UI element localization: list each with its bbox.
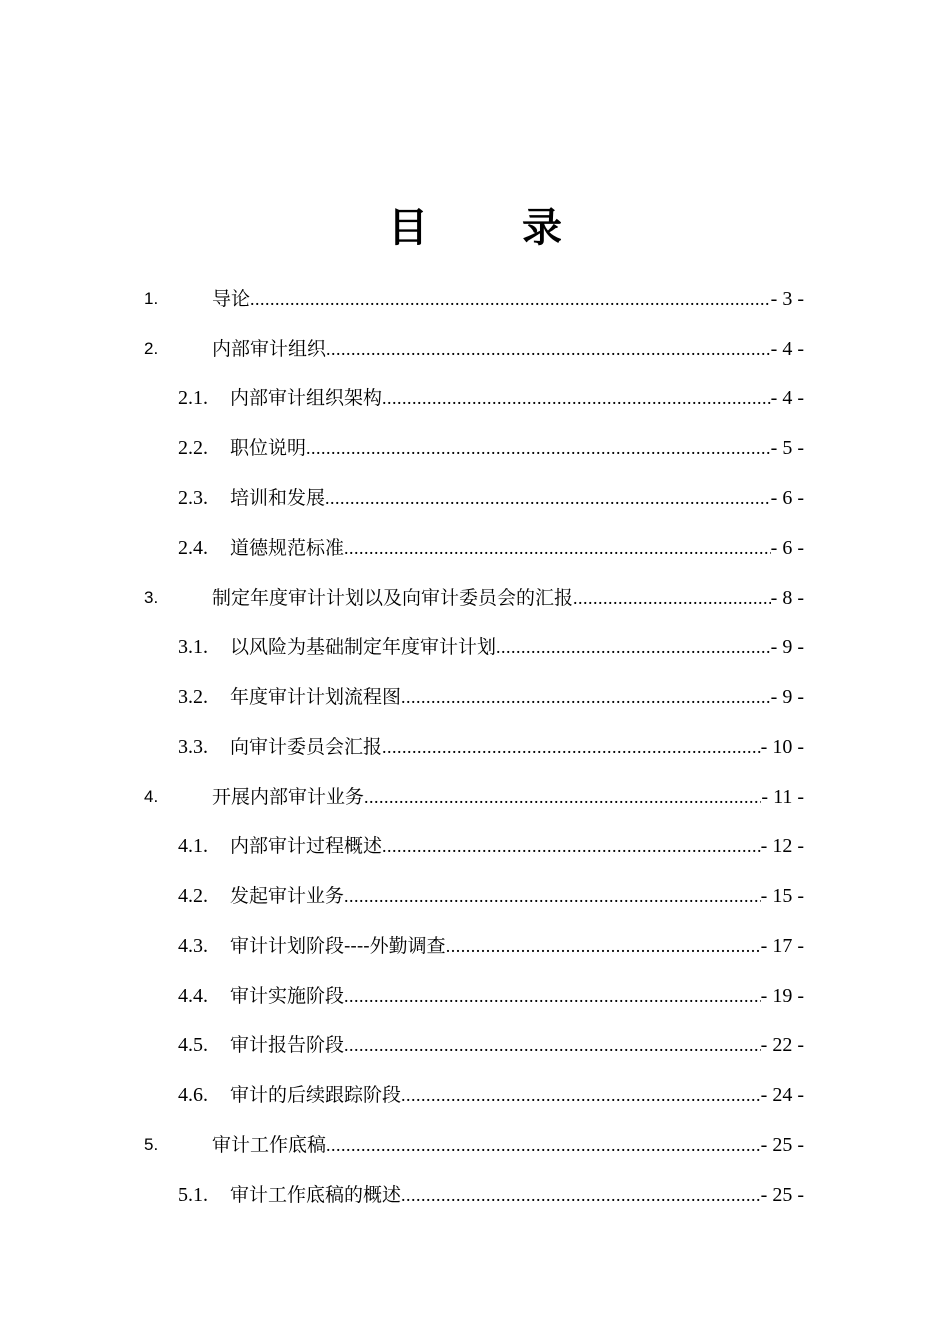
toc-entry[interactable] [0,334,950,364]
toc-entry-page: - 5 - [770,437,804,459]
toc-dot-leader [573,583,771,613]
toc-dot-leader [306,433,771,463]
toc-entry-number: 2.2. [178,437,208,459]
toc-entry[interactable] [0,433,950,463]
toc-entry-number: 4.5. [178,1034,208,1056]
toc-entry-number: 4.6. [178,1084,208,1106]
toc-entry[interactable] [0,931,950,961]
toc-entry-page: - 15 - [760,885,804,907]
toc-entry-page: - 19 - [760,985,804,1007]
toc-entry-page: - 8 - [770,587,804,609]
toc-entry[interactable] [0,981,950,1011]
toc-entry-title: 审计工作底稿 [212,1134,327,1156]
toc-dot-leader [344,1030,761,1060]
toc-entry-page: - 6 - [770,537,804,559]
toc-entry-page: - 22 - [760,1034,804,1056]
toc-entry[interactable] [0,632,950,662]
toc-entry-title: 内部审计过程概述 [230,835,383,857]
toc-entry-number: 5. [144,1135,159,1154]
toc-entry-number: 4.2. [178,885,208,907]
toc-entry[interactable] [0,732,950,762]
toc-entry-page: - 4 - [770,338,804,360]
toc-dot-leader [364,782,761,812]
toc-entry-page: - 24 - [760,1084,804,1106]
toc-dot-leader [344,881,761,911]
toc-entry-title: 开展内部审计业务 [212,786,365,808]
toc-entry-title: 职位说明 [230,437,307,459]
toc-entry-number: 4.1. [178,835,208,857]
toc-entry[interactable] [0,682,950,712]
toc-entry-page: - 9 - [770,636,804,658]
toc-entry-page: - 10 - [760,736,804,758]
toc-entry-page: - 25 - [760,1184,804,1206]
toc-dot-leader [250,284,771,314]
toc-entry[interactable] [0,1180,950,1210]
toc-entry-page: - 9 - [770,686,804,708]
toc-entry-page: - 4 - [770,387,804,409]
toc-entry[interactable] [0,383,950,413]
toc-dot-leader [326,334,771,364]
toc-entry-page: - 6 - [770,487,804,509]
toc-entry-number: 3.1. [178,636,208,658]
toc-dot-leader [401,1180,761,1210]
toc-dot-leader [344,533,771,563]
toc-entry-title: 审计的后续跟踪阶段 [230,1084,402,1106]
toc-entry-number: 2.4. [178,537,208,559]
toc-entry[interactable] [0,881,950,911]
toc-dot-leader [382,732,761,762]
toc-entry-page: - 17 - [760,935,804,957]
toc-entry[interactable] [0,284,950,314]
toc-dot-leader [446,931,761,961]
toc-entry-title: 道德规范标准 [230,537,345,559]
toc-entry[interactable] [0,831,950,861]
toc-entry-title: 审计工作底稿的概述 [230,1184,402,1206]
toc-entry-page: - 3 - [770,288,804,310]
toc-entry-number: 4. [144,787,159,806]
toc-entry-title: 以风险为基础制定年度审计计划 [230,636,497,658]
toc-entry[interactable] [0,483,950,513]
toc-dot-leader [382,383,771,413]
toc-entry-title: 制定年度审计计划以及向审计委员会的汇报 [212,587,574,609]
toc-dot-leader [401,682,771,712]
toc-dot-leader [382,831,761,861]
toc-entry-title: 审计报告阶段 [230,1034,345,1056]
toc-entry-number: 4.4. [178,985,208,1007]
toc-entry-number: 2.1. [178,387,208,409]
toc-entry-number: 3.2. [178,686,208,708]
toc-entry-page: - 12 - [760,835,804,857]
toc-entry-page: - 11 - [761,786,804,808]
toc-entry-number: 2.3. [178,487,208,509]
toc-entry-number: 4.3. [178,935,208,957]
toc-entry-title: 内部审计组织 [212,338,327,360]
toc-dot-leader [496,632,771,662]
toc-entry[interactable] [0,1030,950,1060]
toc-dot-leader [344,981,761,1011]
toc-entry[interactable] [0,583,950,613]
toc-entry-number: 1. [144,289,159,308]
toc-dot-leader [401,1080,761,1110]
toc-entry-title: 向审计委员会汇报 [230,736,383,758]
toc-entry[interactable] [0,1080,950,1110]
toc-entry-page: - 25 - [760,1134,804,1156]
toc-entry-number: 2. [144,339,159,358]
toc-entry-title: 审计实施阶段 [230,985,345,1007]
toc-entry-number: 3. [144,588,159,607]
toc-entry[interactable] [0,533,950,563]
toc-entry-title: 导论 [212,288,251,310]
toc-entry-number: 3.3. [178,736,208,758]
toc-entry-title: 培训和发展 [230,487,326,509]
toc-dot-leader [325,483,771,513]
toc-entry[interactable] [0,1130,950,1160]
toc-dot-leader [326,1130,761,1160]
toc-entry-title: 年度审计计划流程图 [230,686,402,708]
page-title: 目 录 [388,204,602,251]
toc-entry-number: 5.1. [178,1184,208,1206]
toc-entry-title: 审计计划阶段----外勤调查 [230,935,446,957]
toc-entry-title: 内部审计组织架构 [230,387,383,409]
toc-entry-title: 发起审计业务 [230,885,345,907]
toc-entry[interactable] [0,782,950,812]
